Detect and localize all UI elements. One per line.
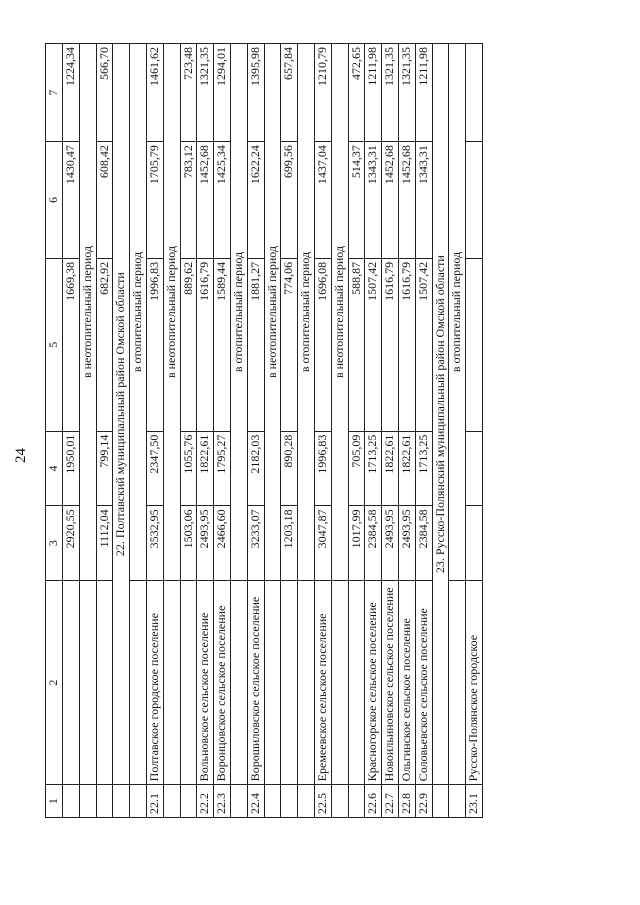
value-cell: 1616,79	[197, 258, 214, 431]
period-row	[163, 44, 180, 818]
value-cell: 608,42	[96, 142, 113, 259]
period-label: в неотопительный период	[264, 44, 281, 581]
empty-cell	[79, 581, 96, 785]
empty-cell	[298, 785, 315, 818]
value-cell: 799,14	[96, 431, 113, 506]
settlement-name: Еремеевское сельское поселение	[314, 581, 331, 785]
value-cell: 1425,34	[214, 142, 231, 259]
row-number: 22.7	[382, 785, 399, 818]
value-cell: 783,12	[180, 142, 197, 259]
section-row	[432, 44, 449, 818]
row-number: 22.5	[314, 785, 331, 818]
value-cell: 1507,42	[365, 258, 382, 431]
table-row	[214, 44, 231, 818]
table-row	[382, 44, 399, 818]
value-cell	[466, 258, 483, 431]
empty-cell	[63, 785, 80, 818]
value-cell: 1881,27	[247, 258, 264, 431]
table-row	[146, 44, 163, 818]
table-row	[180, 44, 197, 818]
table-row	[63, 44, 80, 818]
value-cell: 1343,31	[365, 142, 382, 259]
value-cell: 2182,03	[247, 431, 264, 506]
empty-cell	[432, 785, 449, 818]
empty-cell	[96, 581, 113, 785]
empty-cell	[264, 581, 281, 785]
value-cell: 2384,58	[365, 506, 382, 581]
value-cell: 1616,79	[398, 258, 415, 431]
empty-cell	[264, 785, 281, 818]
period-label: в отопительный период	[230, 44, 247, 581]
period-row	[79, 44, 96, 818]
value-cell: 1055,76	[180, 431, 197, 506]
table-row	[348, 44, 365, 818]
empty-cell	[79, 785, 96, 818]
period-label: в отопительный период	[298, 44, 315, 581]
value-cell: 1996,83	[314, 431, 331, 506]
period-row	[264, 44, 281, 818]
value-cell: 566,70	[96, 44, 113, 142]
value-cell: 1017,99	[348, 506, 365, 581]
row-number: 22.1	[146, 785, 163, 818]
value-cell: 890,28	[281, 431, 298, 506]
empty-cell	[348, 581, 365, 785]
value-cell: 1210,79	[314, 44, 331, 142]
table-row	[415, 44, 432, 818]
page-number: 24	[12, 448, 29, 463]
empty-cell	[331, 785, 348, 818]
empty-cell	[348, 785, 365, 818]
row-number: 22.2	[197, 785, 214, 818]
value-cell: 588,87	[348, 258, 365, 431]
value-cell: 1795,27	[214, 431, 231, 506]
period-row	[298, 44, 315, 818]
value-cell: 1395,98	[247, 44, 264, 142]
value-cell: 1294,01	[214, 44, 231, 142]
value-cell: 1705,79	[146, 142, 163, 259]
value-cell: 657,84	[281, 44, 298, 142]
empty-cell	[180, 581, 197, 785]
table-row	[197, 44, 214, 818]
tariff-table-container	[45, 43, 560, 818]
value-cell: 1211,98	[365, 44, 382, 142]
value-cell: 3047,87	[314, 506, 331, 581]
value-cell: 2493,95	[398, 506, 415, 581]
empty-cell	[281, 581, 298, 785]
tariff-table	[45, 43, 483, 818]
value-cell: 3233,07	[247, 506, 264, 581]
section-title: 22. Полтавский муниципальный район Омской области	[113, 44, 130, 785]
value-cell: 1452,68	[398, 142, 415, 259]
value-cell: 1343,31	[415, 142, 432, 259]
section-row	[113, 44, 130, 818]
settlement-name: Воронцовское сельское поселение	[214, 581, 231, 785]
value-cell: 1822,61	[398, 431, 415, 506]
value-cell: 514,37	[348, 142, 365, 259]
empty-cell	[163, 581, 180, 785]
value-cell: 1430,47	[63, 142, 80, 259]
settlement-name: Ворошиловское сельское поселение	[247, 581, 264, 785]
value-cell: 2347,50	[146, 431, 163, 506]
period-label: в неотопительный период	[163, 44, 180, 581]
column-header: 5	[46, 258, 63, 431]
value-cell: 1321,35	[398, 44, 415, 142]
value-cell: 2466,60	[214, 506, 231, 581]
value-cell: 1503,06	[180, 506, 197, 581]
table-row	[365, 44, 382, 818]
value-cell: 2920,55	[63, 506, 80, 581]
period-row	[331, 44, 348, 818]
empty-cell	[281, 785, 298, 818]
value-cell: 889,62	[180, 258, 197, 431]
value-cell: 682,92	[96, 258, 113, 431]
value-cell: 1461,62	[146, 44, 163, 142]
value-cell: 1589,44	[214, 258, 231, 431]
value-cell	[466, 44, 483, 142]
row-number: 22.8	[398, 785, 415, 818]
value-cell: 1437,04	[314, 142, 331, 259]
table-row	[281, 44, 298, 818]
section-title: 23. Русско-Полянский муниципальный район Омской области	[432, 44, 449, 785]
row-number: 23.1	[466, 785, 483, 818]
value-cell: 3532,95	[146, 506, 163, 581]
period-label: в неотопительный период	[331, 44, 348, 581]
empty-cell	[331, 581, 348, 785]
value-cell: 1321,35	[197, 44, 214, 142]
period-row	[230, 44, 247, 818]
value-cell: 2493,95	[382, 506, 399, 581]
value-cell: 1950,01	[63, 431, 80, 506]
value-cell: 1622,24	[247, 142, 264, 259]
value-cell: 1616,79	[382, 258, 399, 431]
value-cell	[466, 431, 483, 506]
empty-cell	[113, 785, 130, 818]
value-cell: 723,48	[180, 44, 197, 142]
column-header: 3	[46, 506, 63, 581]
settlement-name: Полтавское городское поселение	[146, 581, 163, 785]
settlement-name: Красногорское сельское поселение	[365, 581, 382, 785]
column-header: 2	[46, 581, 63, 785]
empty-cell	[163, 785, 180, 818]
empty-cell	[230, 785, 247, 818]
value-cell: 699,56	[281, 142, 298, 259]
value-cell: 1696,08	[314, 258, 331, 431]
empty-cell	[96, 785, 113, 818]
empty-cell	[449, 785, 466, 818]
settlement-name: Новоильиновское сельское поселение	[382, 581, 399, 785]
value-cell: 2384,58	[415, 506, 432, 581]
value-cell: 1452,68	[382, 142, 399, 259]
table-row	[398, 44, 415, 818]
period-label: в отопительный период	[449, 44, 466, 581]
period-label: в отопительный период	[130, 44, 147, 581]
period-label: в неотопительный период	[79, 44, 96, 581]
empty-cell	[298, 581, 315, 785]
empty-cell	[449, 581, 466, 785]
period-row	[130, 44, 147, 818]
value-cell	[466, 142, 483, 259]
value-cell: 1452,68	[197, 142, 214, 259]
row-number: 22.4	[247, 785, 264, 818]
value-cell: 1822,61	[197, 431, 214, 506]
column-header: 7	[46, 44, 63, 142]
value-cell	[466, 506, 483, 581]
value-cell: 472,65	[348, 44, 365, 142]
table-row	[314, 44, 331, 818]
value-cell: 2493,95	[197, 506, 214, 581]
value-cell: 1211,98	[415, 44, 432, 142]
value-cell: 1713,25	[365, 431, 382, 506]
settlement-name: Русско-Полянское городское	[466, 581, 483, 785]
empty-cell	[230, 581, 247, 785]
period-row	[449, 44, 466, 818]
row-number: 22.3	[214, 785, 231, 818]
value-cell: 1669,38	[63, 258, 80, 431]
empty-cell	[180, 785, 197, 818]
empty-cell	[63, 581, 80, 785]
row-number: 22.9	[415, 785, 432, 818]
empty-cell	[130, 581, 147, 785]
header-row	[46, 44, 63, 818]
column-header: 6	[46, 142, 63, 259]
value-cell: 705,09	[348, 431, 365, 506]
table-row	[466, 44, 483, 818]
column-header: 1	[46, 785, 63, 818]
value-cell: 1713,25	[415, 431, 432, 506]
value-cell: 1507,42	[415, 258, 432, 431]
settlement-name: Соловьевское сельское поселение	[415, 581, 432, 785]
value-cell: 1112,04	[96, 506, 113, 581]
table-row	[96, 44, 113, 818]
column-header: 4	[46, 431, 63, 506]
value-cell: 1996,83	[146, 258, 163, 431]
value-cell: 774,06	[281, 258, 298, 431]
value-cell: 1203,18	[281, 506, 298, 581]
settlement-name: Вольновское сельское поселение	[197, 581, 214, 785]
value-cell: 1321,35	[382, 44, 399, 142]
value-cell: 1224,34	[63, 44, 80, 142]
table-row	[247, 44, 264, 818]
value-cell: 1822,61	[382, 431, 399, 506]
settlement-name: Ольгинское сельское поселение	[398, 581, 415, 785]
row-number: 22.6	[365, 785, 382, 818]
empty-cell	[130, 785, 147, 818]
